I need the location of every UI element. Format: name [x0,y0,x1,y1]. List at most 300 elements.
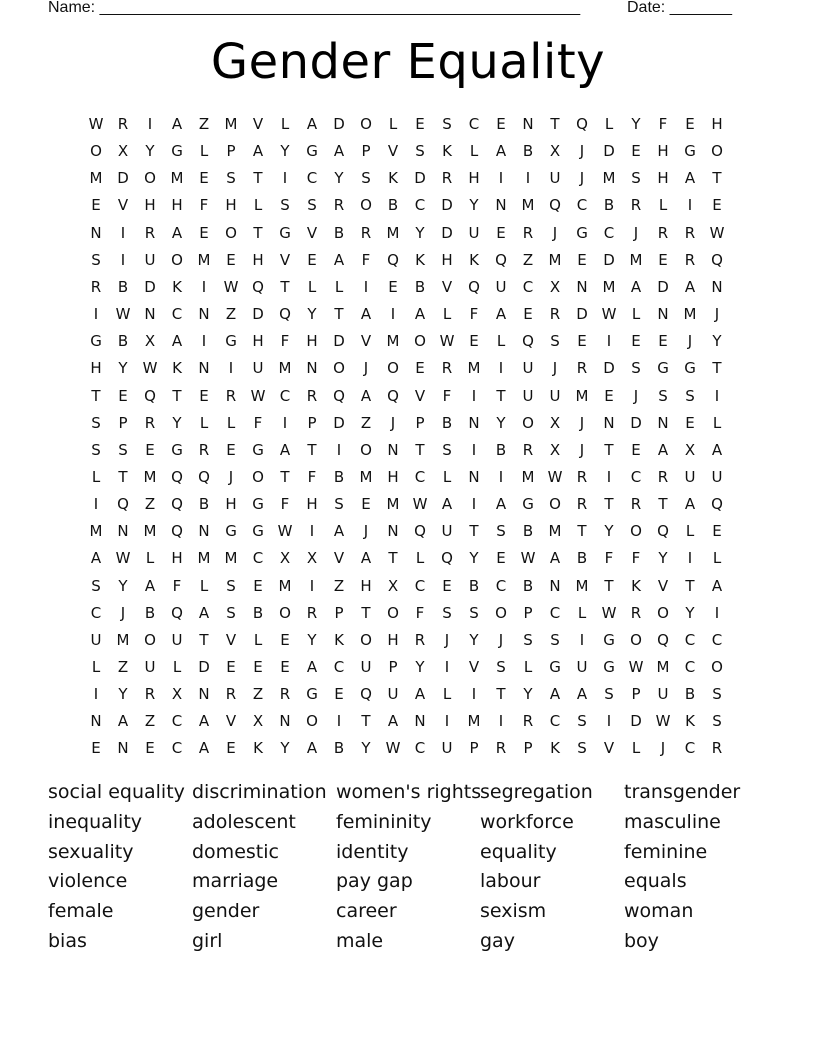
grid-letter: N [117,739,129,758]
grid-letter: R [684,223,696,242]
grid-letter: E [712,522,722,541]
grid-letter: I [498,712,504,731]
grid-letter: E [442,576,452,595]
grid-letter: A [549,685,561,704]
grid-letter: V [225,630,237,649]
grid-letter: J [120,603,126,622]
grid-letter: G [603,630,615,649]
grid-letter: I [687,196,693,215]
grid-letter: C [306,169,318,188]
grid-letter: A [387,712,399,731]
grid-letter: I [471,440,477,459]
grid-letter: H [171,196,183,215]
grid-letter: O [171,250,183,269]
grid-letter: U [441,522,453,541]
grid-letter: C [684,630,696,649]
grid-letter: E [361,495,371,514]
grid-letter: K [172,277,182,296]
grid-letter: A [306,115,318,133]
grid-letter: T [118,467,128,486]
grid-letter: Z [117,658,129,676]
grid-letter: I [498,169,504,188]
grid-letter: E [280,630,290,649]
grid-letter: R [522,712,534,731]
grid-letter: H [225,495,237,514]
grid-letter: Y [118,685,128,704]
grid-letter: F [361,250,371,269]
grid-letter: S [91,250,101,269]
grid-letter: S [469,603,479,622]
grid-letter: R [144,223,156,242]
grid-letter: E [388,277,398,296]
grid-letter: N [144,305,156,324]
grid-letter: O [306,712,318,731]
grid-letter: Z [522,250,534,269]
grid-letter: Y [307,305,317,324]
grid-letter: U [657,685,669,704]
grid-letter: I [336,440,342,459]
grid-letter: F [469,305,479,324]
grid-letter: Z [144,495,156,514]
grid-letter: N [468,467,480,486]
word-bank-item: male [336,929,384,952]
grid-letter: O [333,359,345,378]
word-bank-item: gender [192,900,260,923]
grid-letter: C [495,576,507,595]
grid-letter: F [280,495,290,514]
grid-letter: A [117,712,129,731]
grid-letter: E [604,386,614,405]
grid-letter: O [90,142,102,161]
grid-letter: W [385,739,401,758]
grid-letter: E [280,658,290,676]
grid-letter: M [575,576,589,595]
grid-letter: W [439,332,455,351]
grid-letter: Y [469,549,479,568]
grid-letter: R [657,223,669,242]
grid-letter: E [226,250,236,269]
grid-letter: W [520,549,536,568]
grid-letter: U [387,685,399,704]
grid-letter: M [575,386,589,405]
grid-letter: E [145,440,155,459]
grid-letter: Y [118,576,128,595]
grid-letter: D [630,712,642,731]
grid-letter: H [387,467,399,486]
grid-letter: B [198,495,210,514]
grid-letter: H [360,576,372,595]
grid-letter: Q [657,630,669,649]
grid-letter: L [91,658,101,676]
grid-letter: L [415,549,425,568]
grid-letter: M [359,467,373,486]
grid-letter: N [468,413,480,432]
grid-letter: Q [252,277,264,296]
word-bank-item: pay gap [336,870,413,893]
grid-letter: T [280,467,290,486]
grid-letter: I [498,467,504,486]
grid-letter: F [631,549,641,568]
grid-letter: T [388,549,398,568]
grid-letter: J [498,630,504,649]
grid-letter: A [711,576,723,595]
grid-letter: Y [280,142,290,161]
grid-letter: A [333,250,345,269]
grid-letter: N [387,440,399,459]
grid-letter: V [441,277,453,296]
grid-letter: R [279,685,291,704]
grid-letter: J [660,739,666,758]
grid-letter: L [631,739,641,758]
grid-letter: D [441,196,453,215]
word-bank-item: labour [480,870,541,893]
grid-letter: P [307,413,317,432]
grid-letter: M [116,630,130,649]
grid-letter: Q [522,332,534,351]
grid-letter: Q [387,386,399,405]
grid-letter: L [604,115,614,133]
word-bank-item: equality [480,840,557,863]
grid-letter: N [549,576,561,595]
grid-letter: M [548,250,562,269]
grid-letter: L [496,332,506,351]
grid-letter: I [525,169,531,188]
grid-letter: A [144,576,156,595]
grid-letter: H [468,169,480,188]
grid-letter: E [658,332,668,351]
grid-letter: Z [360,413,372,432]
name-field-label: Name: ______________________________________________________ [48,0,581,16]
grid-letter: C [333,658,345,676]
grid-letter: A [333,522,345,541]
grid-letter: M [467,712,481,731]
grid-letter: O [657,603,669,622]
grid-letter: D [144,277,156,296]
grid-letter: R [441,169,453,188]
grid-letter: C [414,196,426,215]
grid-letter: W [88,115,104,133]
grid-letter: O [144,169,156,188]
grid-letter: B [414,277,426,296]
grid-letter: G [657,359,669,378]
grid-letter: L [631,305,641,324]
grid-letter: S [118,440,128,459]
grid-letter: A [549,549,561,568]
grid-letter: W [601,603,617,622]
grid-letter: H [90,359,102,378]
grid-letter: T [280,277,290,296]
grid-letter: N [198,522,210,541]
grid-letter: N [711,277,723,296]
grid-letter: I [606,712,612,731]
page-title: Gender Equality [210,34,606,90]
grid-letter: R [657,467,669,486]
grid-letter: D [198,658,210,676]
grid-letter: M [656,658,670,676]
grid-letter: G [90,332,102,351]
grid-letter: C [549,603,561,622]
grid-letter: C [171,712,183,731]
grid-letter: S [442,440,452,459]
grid-letter: E [712,196,722,215]
grid-letter: K [388,169,398,188]
grid-letter: B [522,576,534,595]
grid-letter: X [549,413,561,432]
word-bank-item: bias [48,929,87,952]
grid-letter: T [253,169,263,188]
grid-letter: B [576,549,588,568]
word-bank-item: sexism [480,900,547,923]
grid-letter: L [442,685,452,704]
grid-letter: B [495,440,507,459]
word-bank [48,781,768,960]
grid-letter: A [171,115,183,133]
grid-letter: D [603,359,615,378]
word-bank-item: transgender [624,781,741,803]
grid-letter: B [522,142,534,161]
grid-letter: E [496,115,506,133]
grid-letter: N [90,223,102,242]
word-bank-item: career [336,900,397,923]
grid-letter: E [577,250,587,269]
grid-letter: F [415,603,425,622]
grid-letter: Q [441,549,453,568]
grid-letter: R [306,603,318,622]
grid-letter: S [658,386,668,405]
grid-letter: Q [549,196,561,215]
grid-letter: X [549,440,561,459]
grid-letter: S [91,576,101,595]
word-bank-item: identity [336,840,409,863]
grid-letter: O [225,223,237,242]
grid-letter: T [604,495,614,514]
grid-letter: X [171,685,183,704]
grid-letter: I [282,169,288,188]
grid-letter: S [442,115,452,133]
grid-letter: E [496,223,506,242]
grid-letter: B [333,467,345,486]
grid-letter: U [495,277,507,296]
grid-letter: J [579,169,585,188]
grid-letter: B [252,603,264,622]
grid-letter: V [360,332,372,351]
grid-letter: G [171,142,183,161]
grid-letter: D [333,115,345,133]
grid-letter: F [442,386,452,405]
grid-letter: X [684,440,696,459]
grid-letter: C [603,223,615,242]
grid-letter: L [442,305,452,324]
grid-letter: V [657,576,669,595]
grid-letter: S [577,739,587,758]
grid-letter: X [279,549,291,568]
grid-letter: A [684,277,696,296]
grid-letter: C [252,549,264,568]
grid-letter: W [628,658,644,676]
grid-letter: R [198,440,210,459]
grid-letter: E [199,223,209,242]
grid-letter: T [307,440,317,459]
grid-letter: Q [657,522,669,541]
grid-letter: T [658,495,668,514]
grid-letter: S [307,196,317,215]
grid-letter: P [361,142,371,161]
grid-letter: E [226,440,236,459]
grid-letter: T [361,603,371,622]
grid-letter: D [603,142,615,161]
grid-letter: R [333,196,345,215]
grid-letter: K [253,739,263,758]
grid-letter: R [684,250,696,269]
grid-letter: A [576,685,588,704]
grid-letter: Y [280,739,290,758]
grid-letter: N [603,413,615,432]
grid-letter: U [144,250,156,269]
grid-letter: E [199,169,209,188]
grid-letter: H [306,332,318,351]
grid-letter: V [468,658,480,676]
grid-letter: F [172,576,182,595]
grid-letter: Q [360,685,372,704]
grid-letter: U [252,359,264,378]
grid-letter: E [631,142,641,161]
grid-letter: D [414,169,426,188]
grid-letter: E [334,685,344,704]
grid-letter: S [226,603,236,622]
grid-letter: S [415,142,425,161]
grid-letter: I [714,603,720,622]
grid-letter: R [576,467,588,486]
grid-letter: Y [685,603,695,622]
grid-letter: X [549,277,561,296]
grid-letter: R [225,685,237,704]
grid-letter: N [657,305,669,324]
grid-letter: V [252,115,264,133]
grid-letter: O [252,467,264,486]
grid-letter: W [115,305,131,324]
grid-letter: I [579,630,585,649]
grid-letter: L [334,277,344,296]
grid-letter: R [414,630,426,649]
grid-letter: P [469,739,479,758]
grid-letter: X [306,549,318,568]
grid-letter: W [142,359,158,378]
grid-letter: T [91,386,101,405]
grid-letter: Z [144,712,156,731]
grid-letter: I [606,467,612,486]
grid-letter: R [360,223,372,242]
grid-letter: A [333,142,345,161]
grid-letter: K [469,250,479,269]
grid-letter: E [253,576,263,595]
grid-letter: E [226,658,236,676]
grid-letter: R [144,413,156,432]
grid-letter: H [144,196,156,215]
grid-letter: T [253,223,263,242]
grid-letter: C [171,305,183,324]
grid-letter: W [655,712,671,731]
word-bank-item: violence [48,870,128,893]
grid-letter: S [550,630,560,649]
grid-letter: C [468,115,480,133]
grid-letter: G [549,658,561,676]
grid-letter: S [226,169,236,188]
grid-letter: A [414,685,426,704]
grid-letter: E [469,332,479,351]
grid-letter: J [633,223,639,242]
grid-letter: U [522,386,534,405]
grid-letter: S [712,685,722,704]
grid-letter: E [631,440,641,459]
grid-letter: R [576,359,588,378]
grid-letter: A [360,386,372,405]
word-bank-item: marriage [192,870,279,893]
grid-letter: U [711,467,723,486]
grid-letter: O [360,196,372,215]
grid-letter: B [144,603,156,622]
word-bank-item: boy [624,929,659,952]
grid-letter: Q [198,467,210,486]
grid-letter: J [363,359,369,378]
grid-letter: B [441,413,453,432]
grid-letter: A [684,169,696,188]
word-bank-item: sexuality [48,840,134,863]
grid-letter: E [226,739,236,758]
grid-letter: S [91,440,101,459]
grid-letter: S [685,386,695,405]
grid-letter: P [631,685,641,704]
grid-letter: R [495,739,507,758]
grid-letter: E [415,359,425,378]
grid-letter: S [496,522,506,541]
word-bank-item: masculine [624,810,721,833]
grid-letter: G [171,440,183,459]
grid-letter: G [252,440,264,459]
grid-letter: H [252,332,264,351]
grid-letter: D [657,277,669,296]
grid-letter: L [658,196,668,215]
grid-letter: T [199,630,209,649]
grid-letter: L [469,142,479,161]
grid-letter: L [523,658,533,676]
grid-letter: O [387,603,399,622]
grid-letter: M [224,115,238,133]
grid-letter: C [90,603,102,622]
grid-letter: B [117,332,129,351]
grid-letter: B [684,685,696,704]
grid-letter: V [225,712,237,731]
grid-letter: B [333,223,345,242]
grid-letter: T [712,359,722,378]
word-bank-item: domestic [192,840,279,863]
grid-letter: E [415,115,425,133]
grid-letter: I [93,305,99,324]
grid-letter: H [387,630,399,649]
grid-letter: J [579,142,585,161]
grid-letter: H [657,169,669,188]
grid-letter: O [360,115,372,133]
grid-letter: P [523,739,533,758]
grid-letter: L [307,277,317,296]
grid-letter: V [387,142,399,161]
grid-letter: G [522,495,534,514]
grid-letter: Q [279,305,291,324]
grid-letter: C [279,386,291,405]
grid-letter: M [143,522,157,541]
grid-letter: T [550,115,560,133]
grid-letter: Y [496,413,506,432]
grid-letter: I [606,332,612,351]
